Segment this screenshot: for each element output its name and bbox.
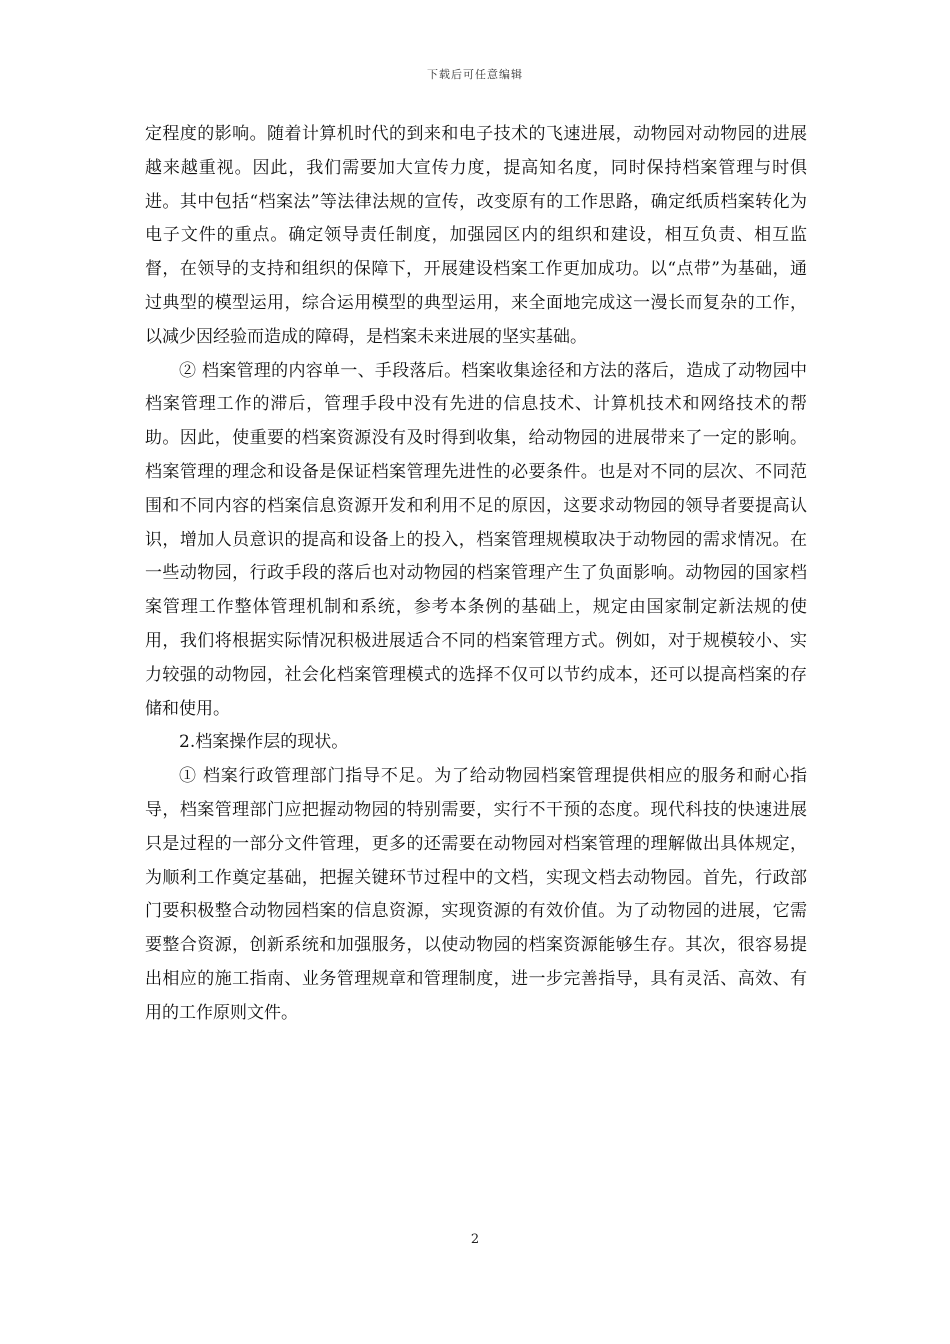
paragraph-archive-content: ② 档案管理的内容单一、手段落后。档案收集途径和方法的落后，造成了动物园中档案管理工作的滞后，管理手段中没有先进的信息技术、计算机技术和网络技术的帮助。因此，使重要的档案资源没有及时得到收集，给动物园的进展带来了一定的影响。档案管理的理念和设备是保证档案管理先进性的必要条件。也是对不同的层次、不同范围和不同内容的档案信息资源开发和利用不足的原因，这要求动物园的领导者要提高认识，增加人员意识的提高和设备上的投入，档案管理规模取决于动物园的需求情况。在一些动物园，行政手段的落后也对动物园的档案管理产生了负面影响。动物园的国家档案管理工作整体管理机制和系统，参考本条例的基础上，规定由国家制定新法规的使用，我们将根据实际情况积极进展适合不同的档案管理方式。例如，对于规模较小、实力较强的动物园，社会化档案管理模式的选择不仅可以节约成本，还可以提高档案的存储和使用。 [145, 360, 807, 719]
paragraph-continuation: 定程度的影响。随着计算机时代的到来和电子技术的飞速进展，动物园对动物园的进展越来越重视。因此，我们需要加大宣传力度，提高知名度，同时保持档案管理与时俱进。其中包括“档案法”等法律法规的宣传，改变原有的工作思路，确定纸质档案转化为电子文件的重点。确定领导责任制度，加强园区内的组织和建设，相互负责、相互监督，在领导的支持和组织的保障下，开展建设档案工作更加成功。以“点带”为基础，通过典型的模型运用，综合运用模型的典型运用，来全面地完成这一漫长而复杂的工作，以减少因经验而造成的障碍，是档案未来进展的坚实基础。 [145, 124, 807, 347]
section-heading-operation-layer: 2.档案操作层的现状。 [179, 732, 349, 753]
page-number: 2 [470, 1232, 480, 1247]
paragraph-admin-guidance: ① 档案行政管理部门指导不足。为了给动物园档案管理提供相应的服务和耐心指导，档案管理部门应把握动物园的特别需要，实行不干预的态度。现代科技的快速进展只是过程的一部分文件管理，更多的还需要在动物园对档案管理的理解做出具体规定，为顺利工作奠定基础，把握关键环节过程中的文档，实现文档去动物园。首先，行政部门要积极整合动物园档案的信息资源，实现资源的有效价值。为了动物园的进展，它需要整合资源，创新系统和加强服务，以使动物园的档案资源能够生存。其次，很容易提出相应的施工指南、业务管理规章和管理制度，进一步完善指导，具有灵活、高效、有用的工作原则文件。 [145, 766, 807, 1023]
page-header: 下载后可任意编辑 [427, 68, 523, 81]
document-body [145, 118, 807, 1031]
